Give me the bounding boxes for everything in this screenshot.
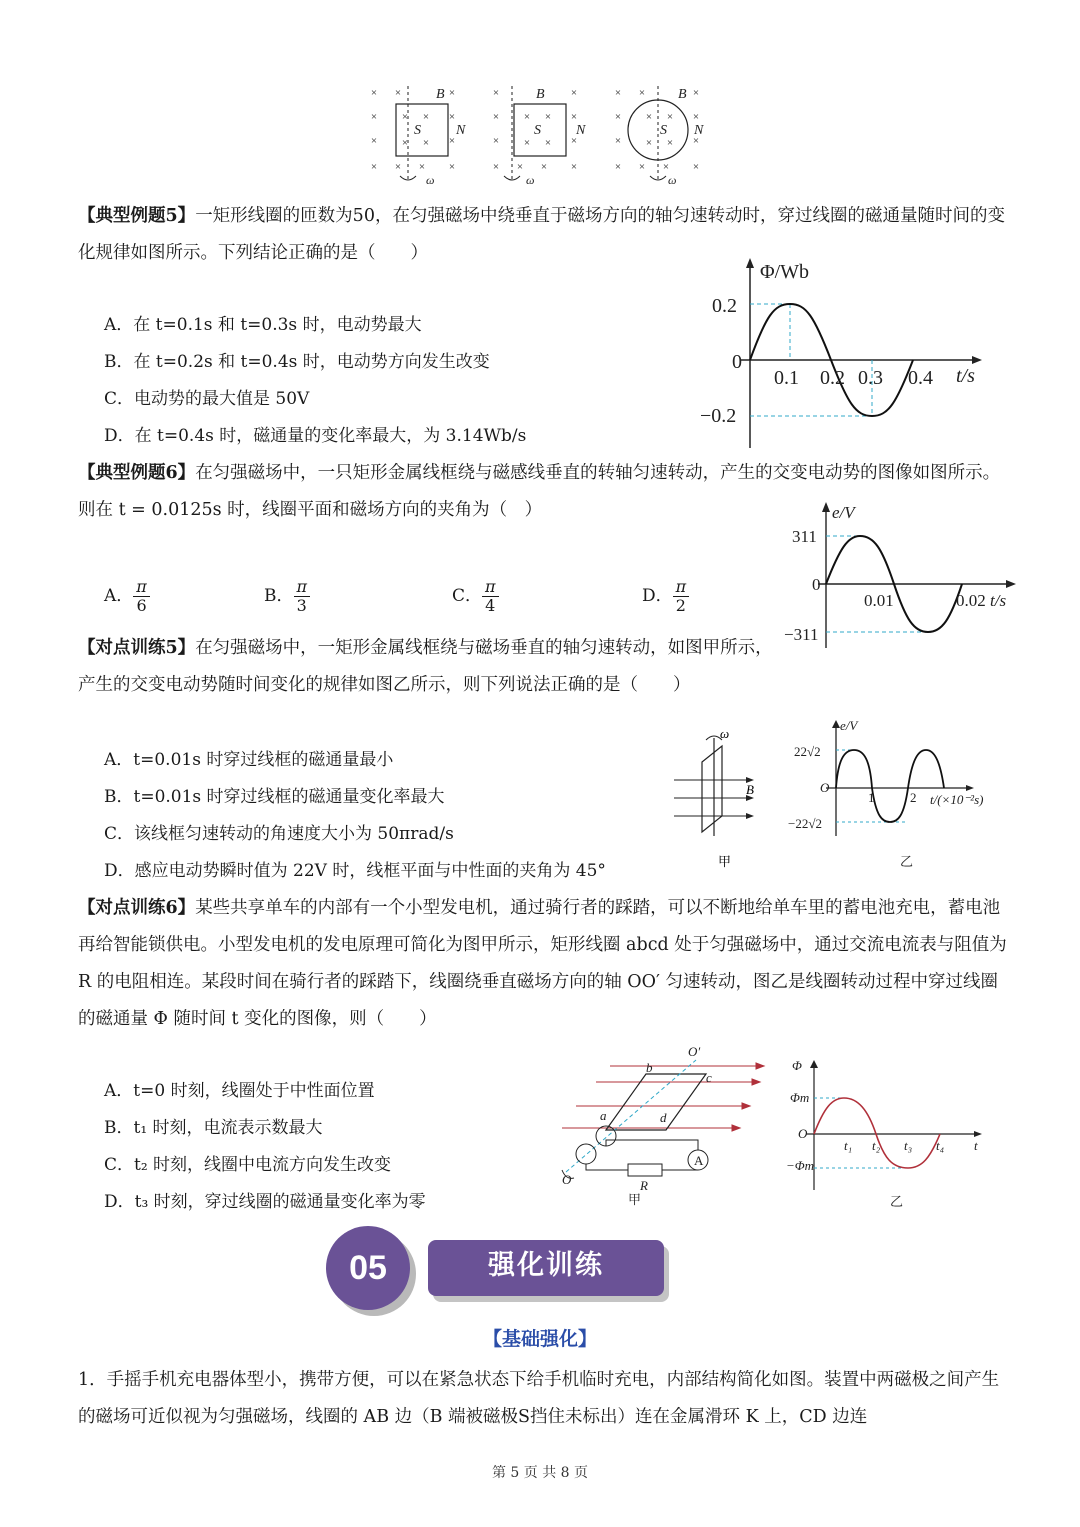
- svg-text:a: a: [600, 1108, 607, 1123]
- svg-text:×: ×: [692, 111, 700, 123]
- svg-text:×: ×: [401, 137, 409, 149]
- svg-text:−Φm: −Φm: [786, 1158, 815, 1173]
- training-6-option-c: C．t₂ 时刻，线圈中电流方向发生改变: [104, 1155, 392, 1175]
- example-6-text: 在匀强磁场中，一只矩形金属线框绕与磁感线垂直的转轴匀速转动，产生的交变电动势的图像如图所示。则在 t = 0.0125s 时，线圈平面和磁场方向的夹角为（ ）: [78, 463, 1001, 520]
- svg-text:R: R: [640, 1178, 648, 1193]
- magnet-figures: [360, 82, 720, 192]
- svg-text:×: ×: [523, 137, 531, 149]
- training-6-flux-curve: [814, 1098, 940, 1168]
- svg-text:×: ×: [645, 111, 653, 123]
- svg-text:×: ×: [666, 137, 674, 149]
- example-5-tag: 【典型例题5】: [78, 206, 196, 226]
- training-5-stem: [78, 630, 778, 704]
- training-5-figure-yi: [780, 716, 1000, 876]
- svg-text:×: ×: [394, 87, 402, 99]
- emf-y-tick-max: 311: [792, 527, 817, 546]
- svg-text:×: ×: [448, 161, 456, 173]
- question-1-text: 1．手摇手机充电器体型小，携带方便，可以在紧急状态下给手机临时充电，内部结构简化如图。装置中两磁极之间产生的磁场可近似视为匀强磁场，线圈的 AB 边（B 端被磁极S挡住未标出）连在金属滑环 K 上，CD 边连: [78, 1370, 1000, 1427]
- training-6-caption-jia: 甲: [628, 1192, 642, 1207]
- example-6-option-b: B． $\frac{\pi}{3}$: [264, 578, 310, 615]
- svg-text:ω: ω: [720, 726, 730, 741]
- svg-text:×: ×: [692, 87, 700, 99]
- emf-x-label: t/s: [990, 591, 1007, 610]
- svg-text:×: ×: [523, 111, 531, 123]
- flux-x-tick-3: 0.3: [858, 367, 883, 389]
- example-5-flux-graph: [700, 256, 990, 456]
- svg-text:−22√2: −22√2: [788, 816, 822, 831]
- svg-text:ω: ω: [668, 173, 677, 187]
- section-subhead: 【基础强化】: [482, 1328, 597, 1350]
- svg-text:×: ×: [370, 111, 378, 123]
- svg-text:×: ×: [401, 111, 409, 123]
- svg-text:A: A: [694, 1153, 704, 1168]
- svg-text:×: ×: [448, 87, 456, 99]
- svg-text:×: ×: [570, 111, 578, 123]
- svg-text:×: ×: [692, 161, 700, 173]
- svg-text:×: ×: [492, 161, 500, 173]
- svg-text:t₂: t₂: [872, 1138, 881, 1153]
- svg-text:B: B: [678, 87, 687, 102]
- training-6-option-a: A．t=0 时刻，线圈处于中性面位置: [104, 1081, 375, 1101]
- training-6-option-d: D．t₃ 时刻，穿过线圈的磁通量变化率为零: [104, 1192, 426, 1212]
- svg-text:×: ×: [492, 87, 500, 99]
- svg-text:×: ×: [570, 135, 578, 147]
- flux-x-tick-1: 0.1: [774, 367, 799, 389]
- flux-y-tick-max: 0.2: [712, 295, 737, 317]
- svg-text:S: S: [660, 123, 667, 138]
- flux-y-tick-zero: 0: [732, 351, 742, 373]
- example-5-option-b: B．在 t=0.2s 和 t=0.4s 时，电动势方向发生改变: [104, 352, 490, 372]
- svg-text:×: ×: [614, 87, 622, 99]
- section-title: 强化训练: [488, 1250, 604, 1281]
- example-5-option-a: A．在 t=0.1s 和 t=0.3s 时，电动势最大: [104, 315, 422, 335]
- example-5-option-d: D．在 t=0.4s 时，磁通量的变化率最大，为 3.14Wb/s: [104, 426, 527, 446]
- training-5-option-d: D．感应电动势瞬时值为 22V 时，线框平面与中性面的夹角为 45°: [104, 861, 606, 881]
- svg-text:b: b: [646, 1060, 653, 1075]
- training-6-tag: 【对点训练6】: [78, 898, 196, 918]
- svg-text:×: ×: [544, 111, 552, 123]
- training-5-figure-jia: [666, 724, 766, 874]
- svg-text:B: B: [536, 87, 545, 102]
- svg-text:×: ×: [638, 87, 646, 99]
- svg-text:c: c: [706, 1070, 712, 1085]
- example-6-emf-graph: [784, 500, 1024, 650]
- emf-y-tick-zero: 0: [812, 575, 821, 594]
- example-5-text: 一矩形线圈的匝数为50，在匀强磁场中绕垂直于磁场方向的轴匀速转动时，穿过线圈的磁通量随时间的变化规律如图所示。下列结论正确的是（ ）: [78, 206, 1005, 263]
- svg-text:×: ×: [422, 137, 430, 149]
- svg-text:×: ×: [614, 111, 622, 123]
- svg-text:×: ×: [570, 161, 578, 173]
- svg-text:×: ×: [614, 135, 622, 147]
- svg-text:t/(×10⁻²s): t/(×10⁻²s): [930, 792, 984, 807]
- svg-text:×: ×: [418, 161, 426, 173]
- flux-y-tick-min: −0.2: [700, 405, 737, 427]
- emf-y-tick-min: −311: [784, 625, 819, 644]
- svg-text:B: B: [436, 87, 445, 102]
- svg-text:×: ×: [570, 87, 578, 99]
- svg-text:×: ×: [370, 161, 378, 173]
- svg-text:d: d: [660, 1110, 667, 1125]
- example-6-option-a: A． $\frac{\pi}{6}$: [104, 578, 150, 615]
- flux-x-tick-2: 0.2: [820, 367, 845, 389]
- page-footer: 第 5 页 共 8 页: [491, 1465, 589, 1481]
- svg-text:O′: O′: [688, 1044, 701, 1059]
- example-6-tag: 【典型例题6】: [78, 463, 196, 483]
- training-5-emf-curve: [836, 750, 944, 822]
- emf-y-label: e/V: [832, 503, 855, 522]
- training-6-text: 某些共享单车的内部有一个小型发电机，通过骑行者的踩踏，可以不断地给单车里的蓄电池充电，蓄电池再给智能锁供电。小型发电机的发电原理可简化为图甲所示，矩形线圈 abcd 处于匀强磁场中，通过交流电流表与阻值为 R 的电阻相连。某段时间在骑行者的踩踏下，线圈绕垂直磁场方向的轴 OO′ 匀速转动，图乙是线圈转动过程中穿过线圈的磁通量 Φ 随时间 t 变化的图像，则（ ）: [78, 898, 1007, 1029]
- svg-text:×: ×: [516, 161, 524, 173]
- training-5-text: 在匀强磁场中，一矩形金属线框绕与磁场垂直的轴匀速转动，如图甲所示，产生的交变电动势随时间变化的规律如图乙所示，则下列说法正确的是（ ）: [78, 638, 773, 695]
- svg-text:×: ×: [645, 137, 653, 149]
- svg-text:×: ×: [666, 111, 674, 123]
- svg-text:Φ: Φ: [792, 1058, 802, 1073]
- svg-text:Φm: Φm: [790, 1090, 810, 1105]
- svg-text:t₁: t₁: [844, 1138, 853, 1153]
- svg-text:×: ×: [544, 137, 552, 149]
- flux-x-tick-4: 0.4: [908, 367, 933, 389]
- svg-text:S: S: [414, 123, 421, 138]
- svg-text:S: S: [534, 123, 541, 138]
- svg-text:×: ×: [614, 161, 622, 173]
- training-6-figure-jia: [546, 1044, 776, 1214]
- svg-text:ω: ω: [526, 173, 535, 187]
- svg-text:×: ×: [448, 111, 456, 123]
- svg-text:×: ×: [422, 111, 430, 123]
- svg-text:N: N: [576, 123, 586, 138]
- svg-text:N: N: [694, 123, 704, 138]
- svg-text:×: ×: [638, 161, 646, 173]
- svg-text:t₃: t₃: [904, 1138, 913, 1153]
- training-6-caption-yi: 乙: [890, 1194, 904, 1209]
- svg-text:N: N: [456, 123, 466, 138]
- emf-x-tick-2: 0.02: [956, 591, 986, 610]
- svg-text:t₄: t₄: [936, 1138, 945, 1153]
- svg-text:×: ×: [370, 87, 378, 99]
- svg-text:e/V: e/V: [840, 718, 858, 733]
- training-6-stem: [78, 890, 1008, 1038]
- svg-text:O: O: [820, 780, 830, 795]
- svg-text:O: O: [562, 1172, 572, 1187]
- training-5-caption-yi: 乙: [900, 854, 914, 869]
- emf-x-tick-1: 0.01: [864, 591, 894, 610]
- svg-text:×: ×: [448, 135, 456, 147]
- svg-text:×: ×: [492, 135, 500, 147]
- svg-text:B: B: [746, 782, 754, 797]
- training-6-figure-yi: [784, 1054, 994, 1214]
- svg-text:×: ×: [394, 161, 402, 173]
- training-5-tag: 【对点训练5】: [78, 638, 196, 658]
- svg-text:O: O: [798, 1126, 808, 1141]
- section-number: 05: [349, 1249, 387, 1287]
- svg-text:t: t: [974, 1138, 978, 1153]
- flux-y-label: Φ/Wb: [760, 261, 810, 283]
- training-5-option-b: B．t=0.01s 时穿过线框的磁通量变化率最大: [104, 787, 445, 807]
- svg-text:×: ×: [662, 161, 670, 173]
- svg-text:×: ×: [370, 135, 378, 147]
- training-5-option-c: C．该线框匀速转动的角速度大小为 50πrad/s: [104, 824, 454, 844]
- svg-text:1: 1: [868, 790, 875, 805]
- example-6-option-c: C． $\frac{\pi}{4}$: [452, 578, 499, 615]
- svg-text:ω: ω: [426, 173, 435, 187]
- training-5-caption-jia: 甲: [718, 854, 732, 869]
- svg-text:2: 2: [910, 790, 917, 805]
- training-5-option-a: A．t=0.01s 时穿过线框的磁通量最小: [104, 750, 394, 770]
- example-5-option-c: C．电动势的最大值是 50V: [104, 389, 310, 409]
- example-6-option-d: D． $\frac{\pi}{2}$: [642, 578, 689, 615]
- svg-text:×: ×: [540, 161, 548, 173]
- training-6-option-b: B．t₁ 时刻，电流表示数最大: [104, 1118, 323, 1138]
- svg-text:×: ×: [692, 135, 700, 147]
- flux-x-label: t/s: [956, 365, 975, 387]
- svg-text:×: ×: [492, 111, 500, 123]
- svg-text:22√2: 22√2: [794, 744, 821, 759]
